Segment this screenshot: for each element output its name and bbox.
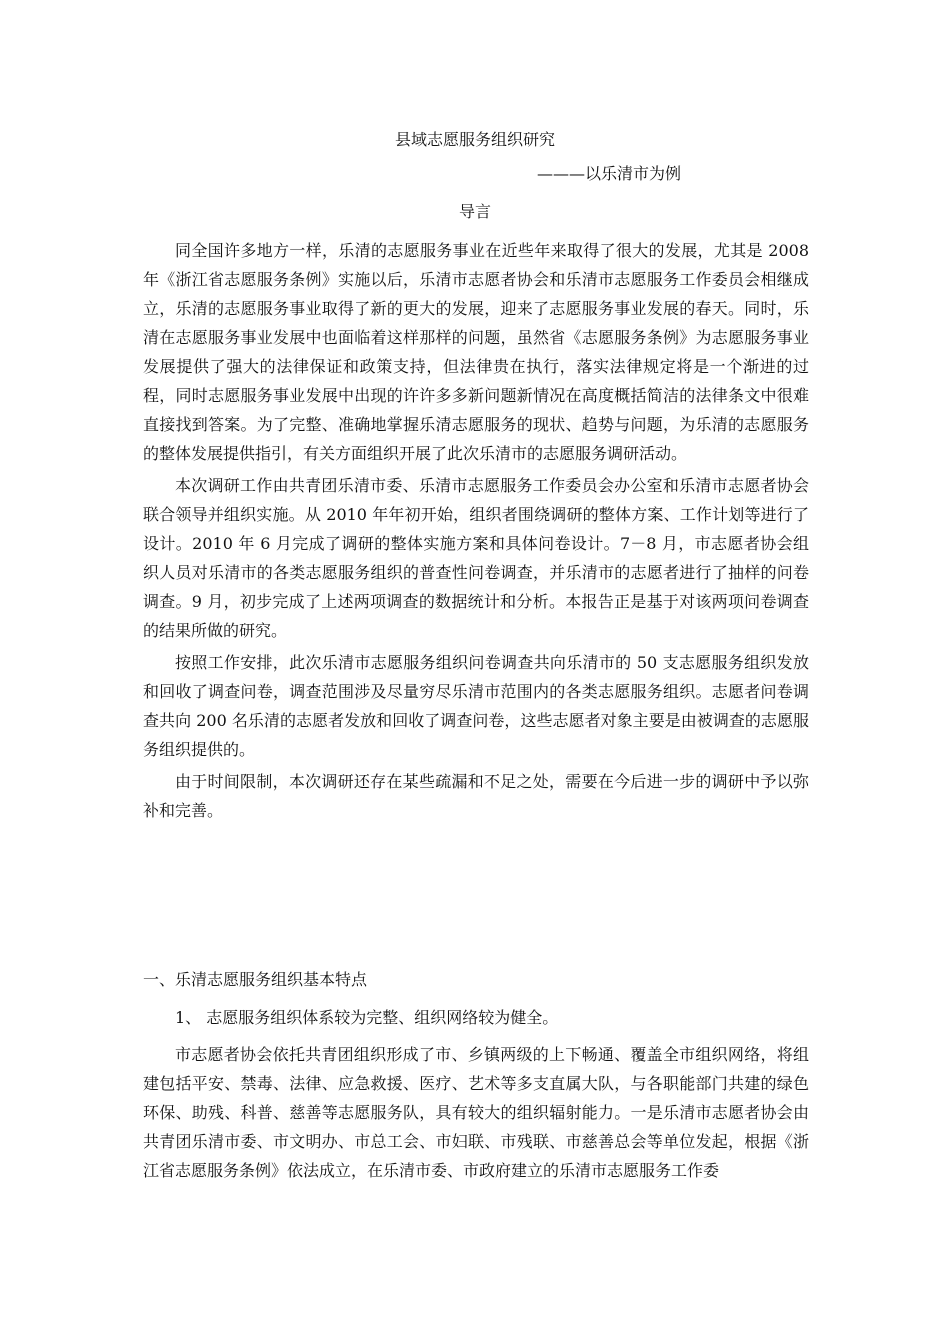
section-1-subheading: 1、 志愿服务组织体系较为完整、组织网络较为健全。 [175,1008,559,1027]
intro-paragraph-2: 本次调研工作由共青团乐清市委、乐清市志愿服务工作委员会办公室和乐清市志愿者协会联合领导并组织实施。从 2010 年年初开始，组织者围绕调研的整体方案、工作计划等进行了设计。2010 年 6 月完成了调研的整体实施方案和具体问卷设计。7－8 月，市志愿者协会组织人员对乐清市的各类志愿服务组织的普查性问卷调查，并乐清市的志愿者进行了抽样的问卷调查。9 月，初步完成了上述两项调查的数据统计和分析。本报告正是基于对该两项问卷调查的结果所做的研究。 [143,476,809,640]
section-1-paragraph-1: 市志愿者协会依托共青团组织形成了市、乡镇两级的上下畅通、覆盖全市组织网络，将组建包括平安、禁毒、法律、应急救援、医疗、艺术等多支直属大队，与各职能部门共建的绿色环保、助残、科普、慈善等志愿服务队，具有较大的组织辐射能力。一是乐清市志愿者协会由共青团乐清市委、市文明办、市总工会、市妇联、市残联、市慈善总会等单位发起，根据《浙江省志愿服务条例》依法成立，在乐清市委、市政府建立的乐清市志愿服务工作委 [143,1045,809,1180]
intro-body [143,236,809,825]
intro-paragraph-3: 按照工作安排，此次乐清市志愿服务组织问卷调查共向乐清市的 50 支志愿服务组织发放和回收了调查问卷，调查范围涉及尽量穷尽乐清市范围内的各类志愿服务组织。志愿者问卷调查共向 200 名乐清的志愿者发放和回收了调查问卷，这些志愿者对象主要是由被调查的志愿服务组织提供的。 [143,653,809,759]
section-1-body [143,1040,809,1185]
intro-paragraph-1: 同全国许多地方一样，乐清的志愿服务事业在近些年来取得了很大的发展，尤其是 2008 年《浙江省志愿服务条例》实施以后，乐清市志愿者协会和乐清市志愿服务工作委员会相继成立，乐清的志愿服务事业取得了新的更大的发展，迎来了志愿服务事业发展的春天。同时，乐清在志愿服务事业发展中也面临着这样那样的问题，虽然省《志愿服务条例》为志愿服务事业发展提供了强大的法律保证和政策支持，但法律贵在执行，落实法律规定将是一个渐进的过程，同时志愿服务事业发展中出现的许许多多新问题新情况在高度概括简洁的法律条文中很难直接找到答案。为了完整、准确地掌握乐清志愿服务的现状、趋势与问题，为乐清的志愿服务的整体发展提供指引，有关方面组织开展了此次乐清市的志愿服务调研活动。 [143,241,809,463]
section-1-heading: 一、乐清志愿服务组织基本特点 [143,970,368,989]
intro-heading: 导言 [458,202,491,221]
page-subtitle: ———以乐清市为例 [537,164,682,183]
page-title: 县域志愿服务组织研究 [394,130,555,149]
intro-paragraph-4: 由于时间限制，本次调研还存在某些疏漏和不足之处，需要在今后进一步的调研中予以弥补和完善。 [143,772,809,820]
